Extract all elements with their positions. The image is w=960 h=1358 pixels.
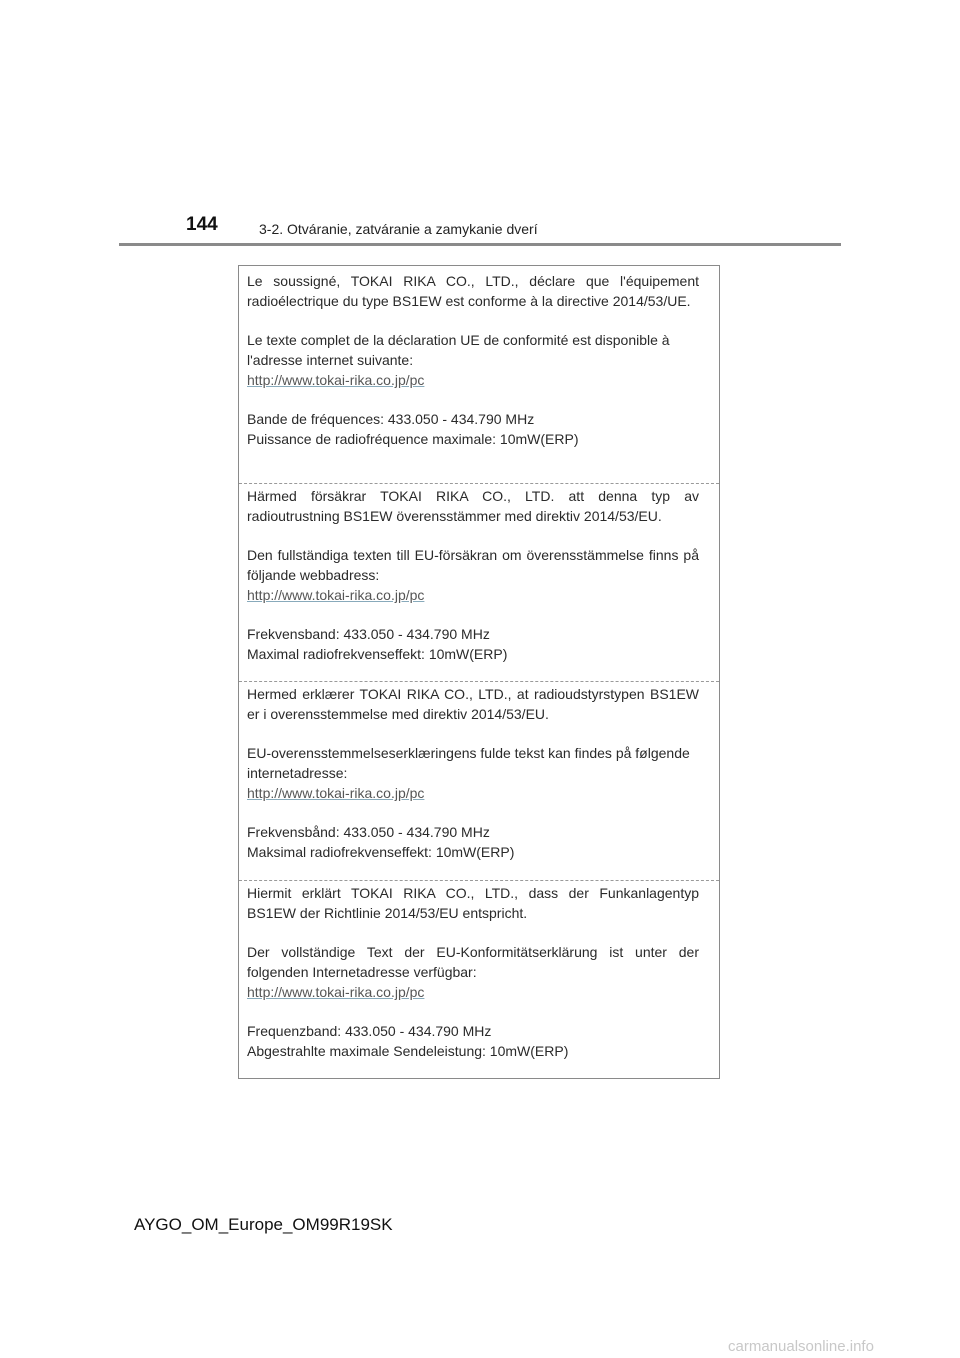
section-title: 3-2. Otváranie, zatváranie a zamykanie dverí — [259, 221, 538, 237]
section-divider — [239, 681, 719, 682]
availability-text: Der vollständige Text der EU-Konformitätserklärung ist unter der folgenden Internetadresse verfügbar: — [247, 944, 699, 980]
availability-text: Le texte complet de la déclaration UE de conformité est disponible à l'adresse internet suivante: — [247, 332, 670, 368]
max-power-text: Abgestrahlte maximale Sendeleistung: 10mW(ERP) — [247, 1043, 569, 1059]
header-rule — [119, 243, 841, 246]
availability-text: EU-overensstemmelseserklæringens fulde tekst kan findes på følgende internetadresse: — [247, 745, 690, 781]
max-power-text: Puissance de radiofréquence maximale: 10mW(ERP) — [247, 431, 579, 447]
watermark: carmanualsonline.info — [728, 1338, 874, 1355]
declaration-url-link[interactable]: http://www.tokai-rika.co.jp/pc — [247, 984, 425, 1000]
max-power-text: Maksimal radiofrekvenseffekt: 10mW(ERP) — [247, 844, 515, 860]
declaration-box — [238, 265, 720, 1079]
page-number: 144 — [186, 214, 218, 235]
frequency-band-text: Frekvensband: 433.050 - 434.790 MHz — [247, 626, 490, 642]
section-divider — [239, 880, 719, 881]
declaration-section-swedish — [239, 486, 719, 664]
frequency-band-text: Bande de fréquences: 433.050 - 434.790 MHz — [247, 411, 535, 427]
declaration-text: Le soussigné, TOKAI RIKA CO., LTD., déclare que l'équipement radioélectrique du type BS1EW est conforme à la directive 2014/53/UE. — [247, 273, 699, 309]
frequency-band-text: Frequenzband: 433.050 - 434.790 MHz — [247, 1023, 492, 1039]
declaration-section-french — [239, 271, 719, 449]
declaration-text: Hermed erklærer TOKAI RIKA CO., LTD., at radioudstyrstypen BS1EW er i overensstemmelse med direktiv 2014/53/EU. — [247, 686, 699, 722]
section-divider — [239, 483, 719, 484]
declaration-url-link[interactable]: http://www.tokai-rika.co.jp/pc — [247, 372, 425, 388]
declaration-section-danish — [239, 684, 719, 862]
footer-doc-code: AYGO_OM_Europe_OM99R19SK — [134, 1215, 393, 1234]
frequency-band-text: Frekvensbånd: 433.050 - 434.790 MHz — [247, 824, 490, 840]
availability-text: Den fullständiga texten till EU-försäkran om överensstämmelse finns på följande webbadress: — [247, 547, 699, 583]
declaration-text: Härmed försäkrar TOKAI RIKA CO., LTD. att denna typ av radioutrustning BS1EW överensstämmer med direktiv 2014/53/EU. — [247, 488, 699, 524]
declaration-section-german — [239, 883, 719, 1061]
declaration-text: Hiermit erklärt TOKAI RIKA CO., LTD., dass der Funkanlagentyp BS1EW der Richtlinie 2014/53/EU entspricht. — [247, 885, 699, 921]
max-power-text: Maximal radiofrekvenseffekt: 10mW(ERP) — [247, 646, 508, 662]
declaration-url-link[interactable]: http://www.tokai-rika.co.jp/pc — [247, 587, 425, 603]
declaration-url-link[interactable]: http://www.tokai-rika.co.jp/pc — [247, 785, 425, 801]
